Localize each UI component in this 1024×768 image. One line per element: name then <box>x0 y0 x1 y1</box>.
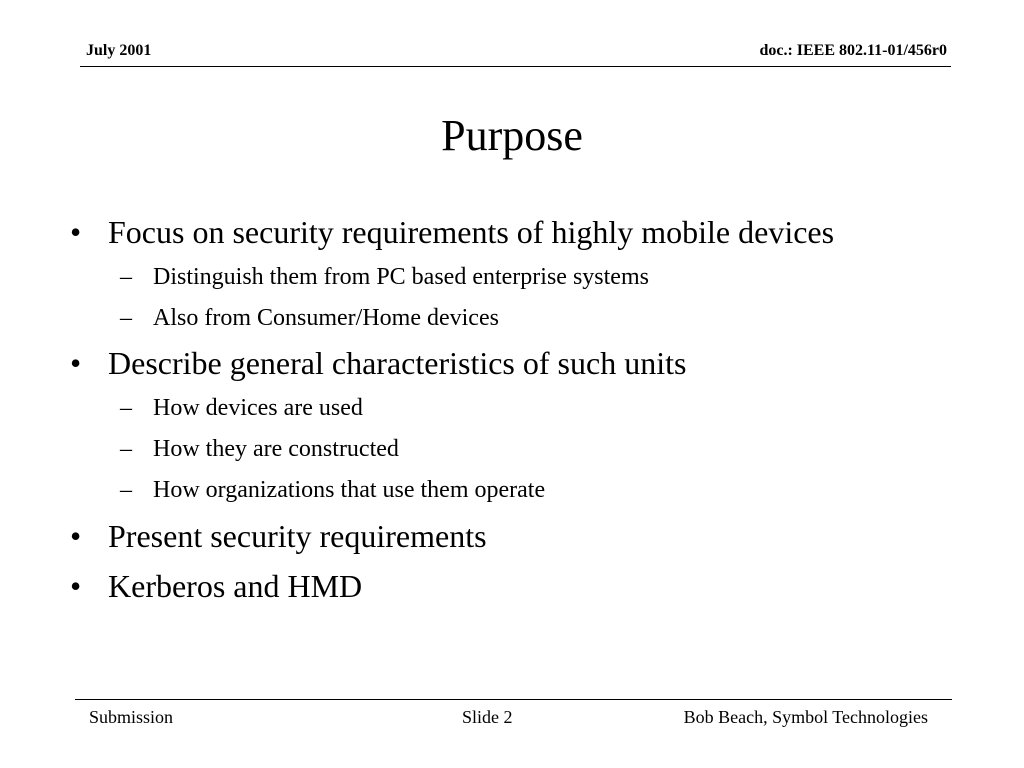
bullet-text: Present security requirements <box>108 518 487 554</box>
bullet-text: Focus on security requirements of highly mobile devices <box>108 214 835 250</box>
bullet-marker: • <box>70 568 82 604</box>
dash-marker: – <box>120 477 132 503</box>
bullet-marker: • <box>70 345 82 381</box>
dash-marker: – <box>120 395 132 421</box>
sub-bullet-item <box>120 303 499 333</box>
sub-bullet-item <box>120 262 649 292</box>
sub-bullet-item <box>120 475 546 505</box>
bullet-marker: • <box>70 214 82 250</box>
bullet-text: How organizations that use them operate <box>153 477 546 503</box>
bullet-text: How they are constructed <box>153 436 399 462</box>
header-rule <box>80 66 951 67</box>
footer-author: Bob Beach, Symbol Technologies <box>683 707 928 727</box>
bullet-item <box>70 566 363 606</box>
bullet-marker: • <box>70 518 82 554</box>
bullet-item <box>70 516 487 556</box>
dash-marker: – <box>120 264 132 290</box>
sub-bullet-item <box>120 434 399 464</box>
bullet-text: Also from Consumer/Home devices <box>153 305 499 331</box>
footer-slide-number: Slide 2 <box>462 707 513 727</box>
header-date: July 2001 <box>86 42 152 59</box>
footer-submission: Submission <box>89 707 174 727</box>
header-doc-id: doc.: IEEE 802.11-01/456r0 <box>759 42 947 59</box>
bullet-text: How devices are used <box>153 395 363 421</box>
footer-rule <box>75 699 952 700</box>
bullet-item <box>70 343 687 383</box>
bullet-text: Kerberos and HMD <box>108 568 363 604</box>
slide-title: Purpose <box>441 111 583 160</box>
bullet-text: Distinguish them from PC based enterprise systems <box>153 264 649 290</box>
dash-marker: – <box>120 305 132 331</box>
dash-marker: – <box>120 436 132 462</box>
sub-bullet-item <box>120 393 363 423</box>
bullet-text: Describe general characteristics of such units <box>108 345 687 381</box>
bullet-item <box>70 212 835 252</box>
